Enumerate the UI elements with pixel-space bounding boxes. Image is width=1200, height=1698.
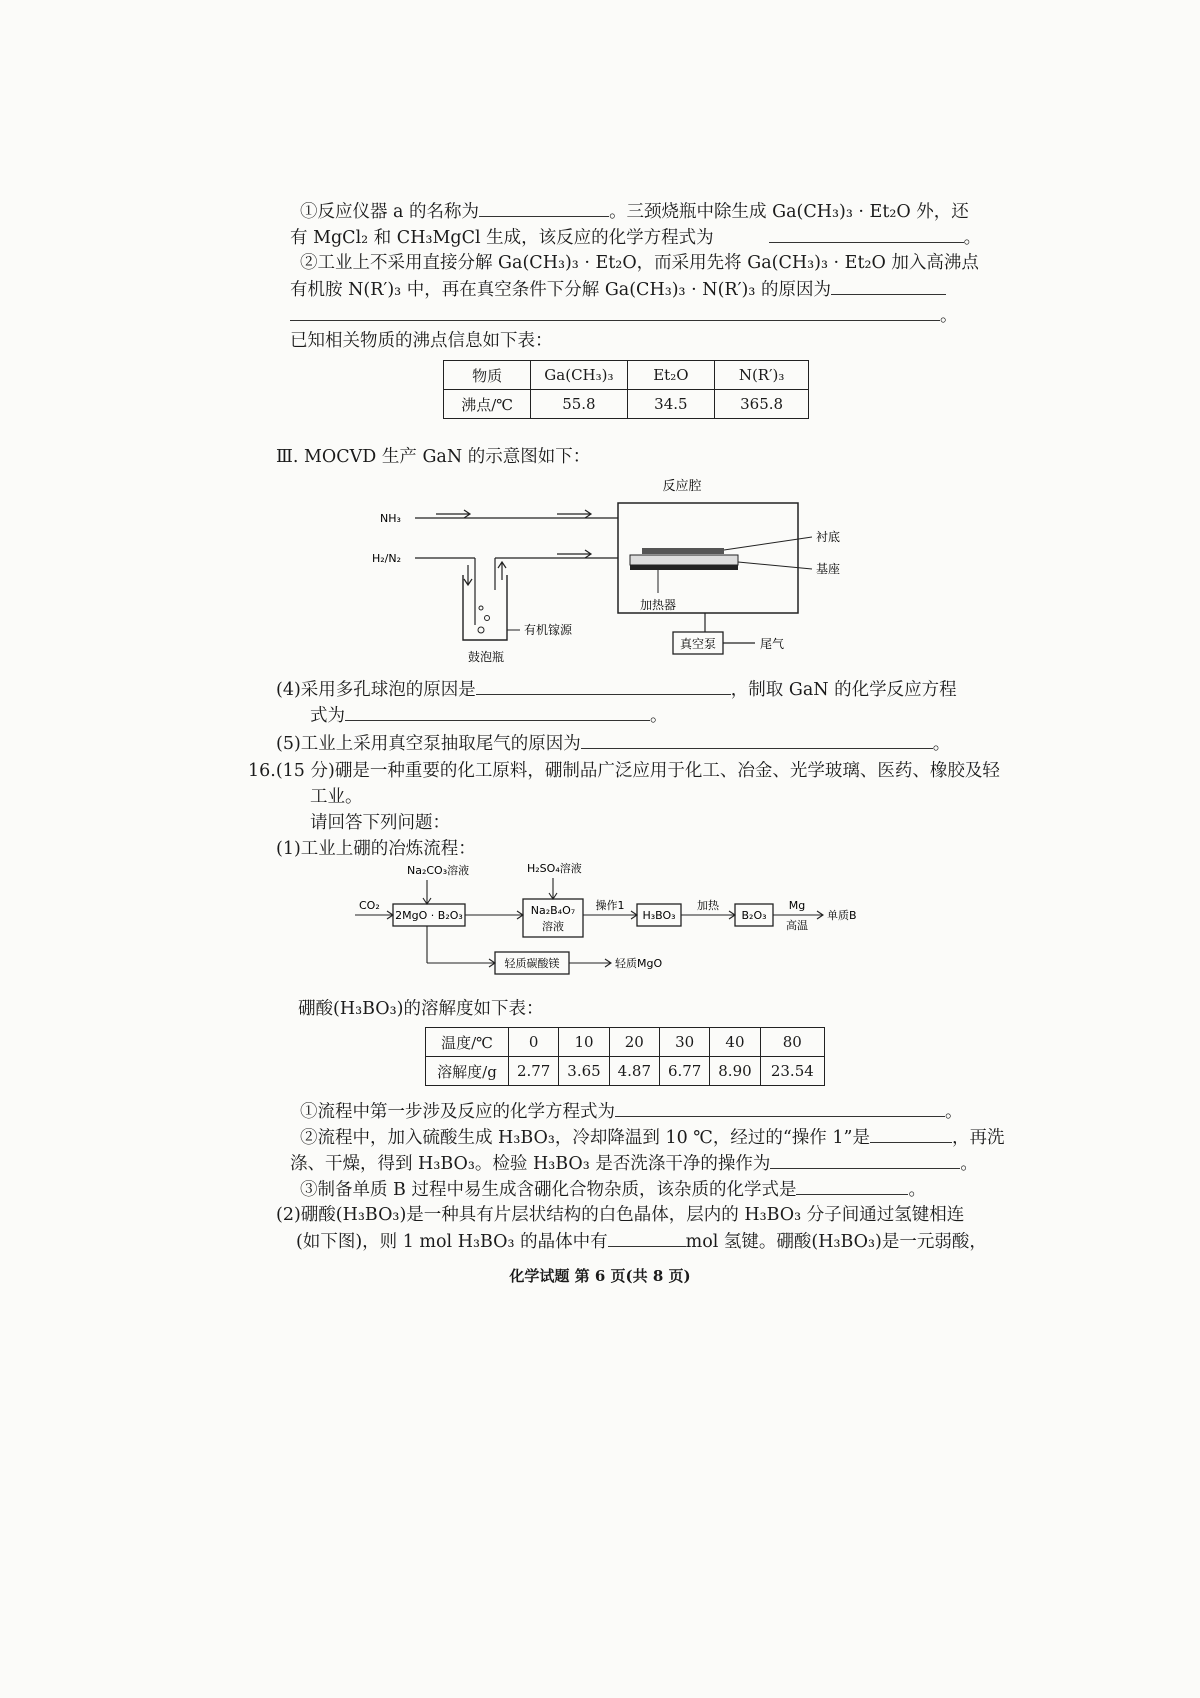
table-cell: 20 <box>609 1028 659 1057</box>
label-pump: 真空泵 <box>679 637 717 651</box>
label-op1: 操作1 <box>595 899 625 912</box>
label-h2n2: H₂/N₂ <box>372 552 402 565</box>
q15-5 <box>276 730 951 757</box>
table-cell: 55.8 <box>531 390 627 419</box>
boron-flowchart <box>355 860 895 985</box>
page-footer: 化学试题 第 6 页(共 8 页) <box>509 1267 691 1285</box>
table-cell: 4.87 <box>609 1057 659 1086</box>
text: 。 <box>650 706 668 726</box>
q16-s2-line2 <box>290 1150 978 1177</box>
table-cell: 23.54 <box>760 1057 824 1086</box>
table-cell: 溶解度/g <box>426 1057 509 1086</box>
arrow-icon <box>464 565 472 585</box>
text: ③制备单质 B 过程中易生成含硼化合物杂质，该杂质的化学式是 <box>300 1180 797 1200</box>
table-cell: 34.5 <box>627 390 715 419</box>
table-cell: 40 <box>710 1028 760 1057</box>
q15-sub2-line3 <box>290 302 958 329</box>
q15-sub2-line1: ②工业上不采用直接分解 Ga(CH₃)₃ · Et₂O，而采用先将 Ga(CH₃)₃ · Et₂O 加入高沸点 <box>300 253 979 273</box>
label-source: 有机镓源 <box>524 623 573 637</box>
section-3-title: Ⅲ. MOCVD 生产 GaN 的示意图如下： <box>276 447 591 467</box>
q15-4-line2 <box>310 702 975 729</box>
table-cell: 80 <box>760 1028 824 1057</box>
bubble-icon <box>479 606 483 610</box>
arrow-icon <box>557 510 591 518</box>
answer-blank[interactable] <box>345 702 650 721</box>
text: 有机胺 N(R′)₃ 中，再在真空条件下分解 Ga(CH₃)₃ · N(R′)₃ 的原因为 <box>290 280 831 300</box>
text: 涤、干燥，得到 H₃BO₃。检验 H₃BO₃ 是否洗涤干净的操作为 <box>290 1154 771 1174</box>
q16-1-title: (1)工业上硼的冶炼流程： <box>276 839 476 859</box>
table-cell: 物质 <box>444 361 531 390</box>
boiling-point-table <box>443 360 809 419</box>
table-cell: 10 <box>559 1028 609 1057</box>
label-exhaust: 尾气 <box>760 637 785 651</box>
q16-2-line2 <box>296 1228 987 1255</box>
q16-head: 16.(15 分)硼是一种重要的化工原料，硼制品广泛应用于化工、冶金、光学玻璃、医药、橡胶及轻 <box>248 761 1000 781</box>
arrow-icon <box>436 510 470 518</box>
label-box2a: Na₂B₄O₇ <box>530 904 576 917</box>
answer-blank[interactable] <box>831 276 946 295</box>
label-box5: 轻质碳酸镁 <box>504 957 560 970</box>
label-high-temp: 高温 <box>786 919 808 932</box>
substrate <box>642 548 724 554</box>
answer-blank[interactable] <box>615 1098 945 1117</box>
label-mg: Mg <box>788 899 806 912</box>
label-substrate: 衬底 <box>816 530 841 544</box>
answer-blank[interactable] <box>290 302 940 321</box>
text: 。 <box>945 1102 963 1122</box>
text: ，制取 GaN 的化学反应方程 <box>730 680 957 700</box>
label-na2co3: Na₂CO₃溶液 <box>407 864 470 877</box>
table-cell: 温度/℃ <box>426 1028 509 1057</box>
text: 。 <box>940 306 958 326</box>
table-cell: Et₂O <box>627 361 715 390</box>
arrow-icon <box>498 562 506 580</box>
text: 式为 <box>310 706 345 726</box>
leader-line <box>738 562 812 569</box>
q15-sub1-line2 <box>290 224 982 251</box>
label-co2: CO₂ <box>359 899 380 912</box>
answer-blank[interactable] <box>769 224 964 243</box>
table-cell: 30 <box>659 1028 709 1057</box>
text: ②流程中，加入硫酸生成 H₃BO₃，冷却降温到 10 ℃，经过的“操作 1”是 <box>300 1128 870 1148</box>
leader-line <box>724 537 812 550</box>
text: (4)采用多孔球泡的原因是 <box>276 680 476 700</box>
q15-sub1-line1 <box>300 198 969 225</box>
answer-blank[interactable] <box>476 676 731 695</box>
q16-s3 <box>300 1176 965 1203</box>
q16-head2: 工业。 <box>310 787 363 807</box>
q15-sub2-line2 <box>290 276 955 303</box>
text: mol 氢键。硼酸(H₃BO₃)是一元弱酸， <box>685 1232 987 1252</box>
mocvd-diagram <box>360 470 880 670</box>
text: (如下图)，则 1 mol H₃BO₃ 的晶体中有 <box>296 1232 608 1252</box>
q16-2-line1: (2)硼酸(H₃BO₃)是一种具有片层状结构的白色晶体，层内的 H₃BO₃ 分子间通过氢键相连 <box>276 1205 965 1225</box>
table-cell: 沸点/℃ <box>444 390 531 419</box>
text: 。 <box>960 1154 978 1174</box>
table-cell: N(R′)₃ <box>715 361 809 390</box>
table-cell: Ga(CH₃)₃ <box>531 361 627 390</box>
text: 。 <box>932 734 951 754</box>
text: ①流程中第一步涉及反应的化学方程式为 <box>300 1102 615 1122</box>
label-product-b: 单质B <box>827 909 857 922</box>
susceptor <box>630 555 738 565</box>
label-heat: 加热 <box>697 899 719 912</box>
label-product-mgo: 轻质MgO <box>615 957 663 970</box>
label-box1: 2MgO · B₂O₃ <box>395 909 463 922</box>
answer-blank[interactable] <box>770 1150 960 1169</box>
arrow-icon <box>557 550 591 558</box>
bubbler-bottle <box>463 575 507 640</box>
bubble-icon <box>485 616 490 621</box>
label-heater: 加热器 <box>639 598 677 612</box>
q16-s1 <box>300 1098 965 1125</box>
text: (5)工业上采用真空泵抽取尾气的原因为 <box>276 734 581 754</box>
label-box4: B₂O₃ <box>741 909 767 922</box>
table-row <box>444 361 809 390</box>
table-row <box>444 390 809 419</box>
table-cell: 0 <box>509 1028 559 1057</box>
bp-intro: 已知相关物质的沸点信息如下表： <box>290 331 553 351</box>
table-row <box>426 1057 825 1086</box>
label-nh3: NH₃ <box>380 512 401 525</box>
label-bubbler: 鼓泡瓶 <box>468 650 505 664</box>
text: 有 MgCl₂ 和 CH₃MgCl 生成，该反应的化学方程式为 <box>290 228 714 248</box>
label-chamber: 反应腔 <box>662 479 702 494</box>
answer-blank[interactable] <box>870 1124 952 1143</box>
table-cell: 6.77 <box>659 1057 709 1086</box>
answer-blank[interactable] <box>581 730 933 749</box>
answer-blank[interactable] <box>479 198 609 217</box>
bubble-icon <box>478 627 484 633</box>
table-cell: 365.8 <box>715 390 809 419</box>
heater-plate <box>630 565 738 570</box>
table-row <box>426 1028 825 1057</box>
answer-blank[interactable] <box>796 1176 908 1195</box>
q15-4-line1 <box>276 676 957 703</box>
text: 。 <box>963 228 982 248</box>
solubility-table <box>425 1027 825 1086</box>
q16-s2-line1 <box>300 1124 1005 1151</box>
label-box2b: 溶液 <box>542 920 564 933</box>
text: 。 <box>908 1180 926 1200</box>
label-base: 基座 <box>816 562 841 576</box>
label-box3: H₃BO₃ <box>642 909 676 922</box>
q16-ask: 请回答下列问题： <box>310 813 450 833</box>
text: ，再洗 <box>951 1128 1005 1148</box>
table-cell: 2.77 <box>509 1057 559 1086</box>
text: ①反应仪器 a 的名称为 <box>300 202 480 222</box>
label-h2so4: H₂SO₄溶液 <box>527 862 582 875</box>
text: 。三颈烧瓶中除生成 Ga(CH₃)₃ · Et₂O 外，还 <box>609 202 969 222</box>
table-cell: 8.90 <box>710 1057 760 1086</box>
answer-blank[interactable] <box>608 1228 686 1247</box>
table-cell: 3.65 <box>559 1057 609 1086</box>
solubility-intro: 硼酸(H₃BO₃)的溶解度如下表： <box>298 999 544 1019</box>
